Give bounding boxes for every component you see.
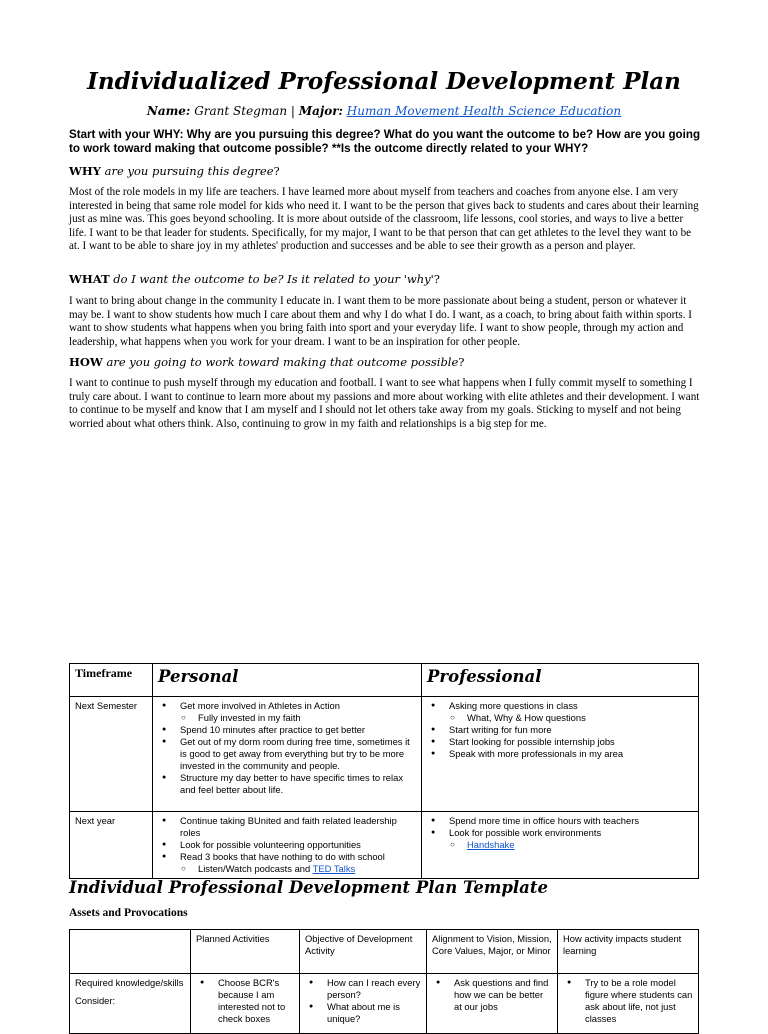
next-year-professional: [422, 812, 699, 879]
podcasts-text: Listen/Watch podcasts and: [198, 863, 311, 874]
what-question-text: do I want the outcome to be? Is it related to your 'why': [113, 272, 434, 286]
intro-prompt: Start with your WHY: Why are you pursuing this degree? What do you want the outcome to be? How are you going to work toward making that outcome possible? **Is the outcome directly related to your WHY?: [69, 128, 701, 155]
what-answer: I want to bring about change in the community I educate in. I want them to be more passionate about being a student, person or whatever it may be. I want to show students how much I care about them and why I do what I do. I want, as a coach, to bring about faith within sports. I want to show students what happens when you bring faith into sport and your everyday life. I want to show people, through my action and leadership, what happens when you work for your dream. I want to be an inspiration for other people.: [69, 295, 692, 348]
list-item: ● Speak with more professionals in my area: [449, 748, 693, 760]
planned-activities-cell: [191, 974, 300, 1034]
list-item: ● Get out of my dorm room during free time, sometimes it is good to get away from everything but try to be more invested in the community and people.: [180, 736, 416, 772]
what-question-mark: ?: [433, 272, 440, 286]
how-question-mark: ?: [458, 355, 465, 369]
how-keyword: HOW: [69, 355, 103, 369]
impact-cell: [558, 974, 699, 1034]
next-year-row: [70, 812, 699, 879]
list-item: ● Asking more questions in class: [449, 700, 693, 712]
list-item: ● Start writing for fun more: [449, 724, 693, 736]
list-item: [198, 863, 416, 875]
list-item: ● Look for possible work environments: [449, 827, 693, 839]
list-item: ● Spend more time in office hours with teachers: [449, 815, 693, 827]
list-item: ● Try to be a role model figure where students can ask about life, not just classes: [585, 977, 693, 1025]
major-link[interactable]: Human Movement Health Science Education: [346, 104, 622, 118]
list-item: ● Continue taking BUnited and faith related leadership roles: [180, 815, 416, 839]
list-item: ○ What, Why & How questions: [467, 712, 693, 724]
how-answer: I want to continue to push myself through my education and football. I want to see what happens when I fully commit myself to something I truly care about. I want to continue to learn more about my passions and more about working with elite athletes and their development. I want to continue to be myself and know that I am myself and I should not let others take away from my goals. Sticking to myself and not being worried about what others think. Also, continuing to grow in my faith and relationships is a big step for me.: [69, 377, 700, 430]
name-label: Name:: [146, 104, 191, 118]
template-header-row: [70, 930, 699, 974]
list-item: ● Look for possible volunteering opportunities: [180, 839, 416, 851]
why-answer: Most of the role models in my life are teachers. I have learned more about myself from teachers and coaches from anyone else. I am very interested in being that same role model for kids who need it. I want to be the person that gives back to students and cares about their learning just as mine was. This goes beyond schooling. It is more about outside of the classroom, life lessons, cool stories, and ways to live a better life. I want to be that leader for students. Specifically, for my major, I want to be that person that can get athletes to the level they want to be at. I want to be able to share joy in my athletes' production and successes and be able to see their growth as a person and player.: [69, 186, 699, 252]
list-item: ● Structure my day better to have specific times to relax and feel better about life.: [180, 772, 416, 796]
next-year-label: Next year: [70, 812, 153, 879]
why-question-mark: ?: [273, 164, 280, 178]
template-title: Individual Professional Development Plan Template: [69, 878, 548, 897]
what-question: [69, 272, 440, 286]
next-semester-personal: [153, 697, 422, 812]
list-item: ● Ask questions and find how we can be better at our jobs: [454, 977, 552, 1013]
alignment-header: Alignment to Vision, Mission, Core Values, Major, or Minor: [427, 930, 558, 974]
list-item: ● Choose BCR's because I am interested not to check boxes: [218, 977, 294, 1025]
timeframe-header: Timeframe: [70, 664, 153, 697]
name-value: Grant Stegman |: [194, 104, 295, 118]
next-semester-professional: [422, 697, 699, 812]
page-title: Individualized Professional Development Plan: [87, 68, 681, 95]
how-question-text: are you going to work toward making that outcome possible: [106, 355, 459, 369]
impact-header: How activity impacts student learning: [558, 930, 699, 974]
list-item: ● What about me is unique?: [327, 1001, 421, 1025]
next-semester-row: [70, 697, 699, 812]
why-keyword: WHY: [69, 164, 101, 178]
how-question: [69, 355, 464, 369]
name-line: [0, 104, 768, 118]
template-header-blank: [70, 930, 191, 974]
consider-label: Consider:: [75, 995, 116, 1006]
required-knowledge-row: [70, 974, 699, 1034]
plan-header-row: [70, 664, 699, 697]
planned-activities-header: Planned Activities: [191, 930, 300, 974]
list-item: ● Spend 10 minutes after practice to get better: [180, 724, 416, 736]
alignment-cell: [427, 974, 558, 1034]
next-semester-label: Next Semester: [70, 697, 153, 812]
plan-table: [69, 663, 699, 879]
professional-header: Professional: [422, 664, 699, 697]
row-label: Required knowledge/skills: [75, 977, 184, 988]
required-knowledge-label: [70, 974, 191, 1034]
objective-header: Objective of Development Activity: [300, 930, 427, 974]
next-year-personal: [153, 812, 422, 879]
list-item: ● Get more involved in Athletes in Action: [180, 700, 416, 712]
assets-heading: Assets and Provocations: [69, 907, 188, 919]
template-table: [69, 929, 699, 1034]
list-item: ● Start looking for possible internship jobs: [449, 736, 693, 748]
major-label: Major:: [298, 104, 343, 118]
why-question-text: are you pursuing this degree: [104, 164, 274, 178]
list-item: [467, 839, 693, 851]
list-item: ● Read 3 books that have nothing to do with school: [180, 851, 416, 863]
handshake-link[interactable]: Handshake: [467, 839, 515, 850]
personal-header: Personal: [153, 664, 422, 697]
what-keyword: WHAT: [69, 272, 110, 286]
list-item: ○ Fully invested in my faith: [198, 712, 416, 724]
why-question: [69, 164, 280, 178]
list-item: ● How can I reach every person?: [327, 977, 421, 1001]
objective-cell: [300, 974, 427, 1034]
ted-talks-link[interactable]: TED Talks: [312, 863, 356, 874]
